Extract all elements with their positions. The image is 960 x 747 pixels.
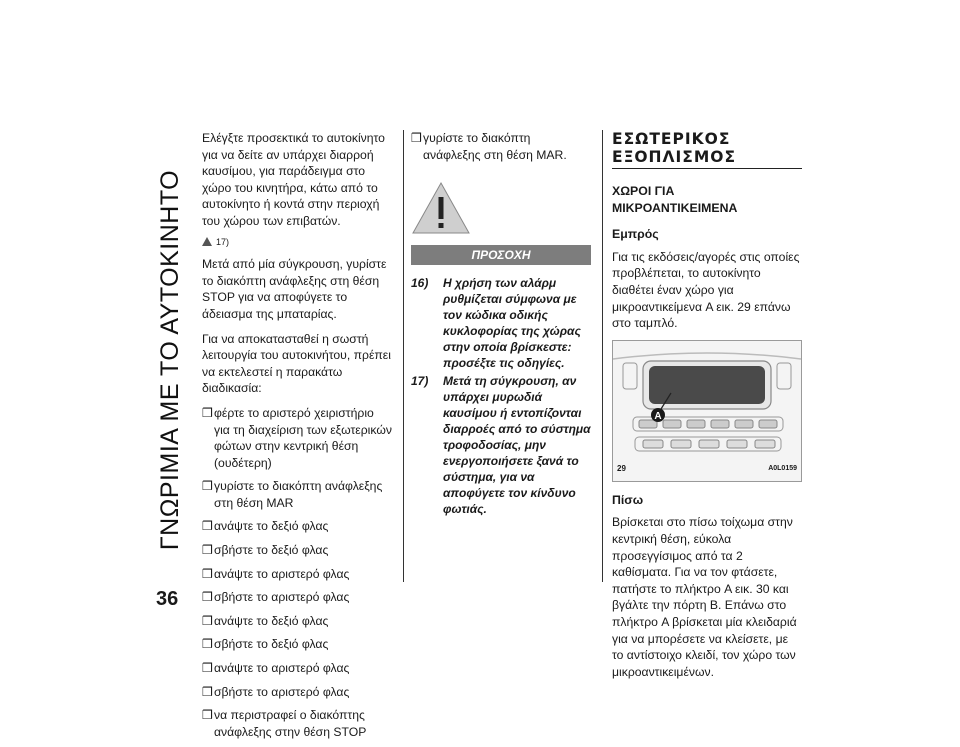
dashboard-illustration: [613, 341, 801, 481]
list-item-text: ανάψτε το δεξιό φλας: [214, 519, 329, 534]
chapter-title: [150, 125, 190, 595]
list-item-text: ανάψτε το αριστερό φλας: [214, 661, 350, 676]
figure-number: 29: [617, 464, 626, 474]
warning-notes: [411, 275, 591, 517]
chapter-title-text: ΓΝΩΡΙΜΙΑ ΜΕ ΤΟ ΑΥΤΟΚΙΝΗΤΟ: [156, 169, 184, 551]
note-number: 17): [411, 374, 429, 389]
warning-triangle-icon: [202, 237, 212, 246]
list-item: [202, 636, 392, 653]
column-right: [612, 130, 802, 688]
list-item-text: σβήστε το δεξιό φλας: [214, 543, 329, 558]
subheading: ΧΩΡΟΙ ΓΙΑ ΜΙΚΡΟΑΝΤΙΚΕΙΜΕΝΑ: [612, 184, 738, 215]
paragraph: Ελέγξτε προσεκτικά το αυτοκίνητο για να δείτε αν υπάρχει διαρροή καυσίμου, για παράδειγμα στο χώρο του κινητήρα, κάτω από το αυτοκίνητο ή κοντά στην περιοχή του χώρου των επιβατών.: [202, 131, 385, 228]
figure-callout-a: A: [654, 410, 662, 422]
warning-note: [411, 275, 591, 371]
checkbox-bullet-icon: ❒: [202, 405, 213, 420]
checkbox-bullet-icon: ❒: [202, 519, 213, 534]
list-item-text: σβήστε το αριστερό φλας: [214, 684, 350, 699]
section-heading-line1: ΕΣΩΤΕΡΙΚΟΣ: [612, 130, 731, 148]
procedure-list: [202, 405, 392, 741]
figure-code: A0L0159: [768, 465, 797, 473]
list-item: [202, 566, 392, 583]
list-item-text: σβήστε το δεξιό φλας: [214, 637, 329, 652]
section-heading-line2: ΕΞΟΠΛΙΣΜΟΣ: [612, 148, 737, 166]
column-divider: [602, 130, 603, 582]
list-item: [202, 660, 392, 677]
list-item: [202, 542, 392, 559]
exclamation-icon: [411, 181, 471, 235]
column-middle: [411, 130, 591, 519]
warning-reference: [202, 234, 392, 251]
checkbox-bullet-icon: ❒: [202, 661, 213, 676]
list-item: [202, 684, 392, 701]
checkbox-bullet-icon: ❒: [202, 566, 213, 581]
checkbox-bullet-icon: ❒: [202, 637, 213, 652]
warning-title-bar: ΠΡΟΣΟΧΗ: [411, 245, 591, 265]
checkbox-bullet-icon: ❒: [202, 590, 213, 605]
list-item: [202, 613, 392, 630]
warning-icon-area: [411, 181, 591, 239]
list-item: [202, 405, 392, 471]
page-number: 36: [156, 588, 179, 610]
list-item-text: σβήστε το αριστερό φλας: [214, 590, 350, 605]
rear-title: Πίσω: [612, 492, 644, 507]
column-left: [202, 130, 392, 747]
list-item: [202, 707, 392, 740]
list-item-text: ανάψτε το δεξιό φλας: [214, 613, 329, 628]
list-item-text: γυρίστε το διακόπτη ανάφλεξης στη θέση MAR.: [423, 131, 567, 162]
list-item-text: να περιστραφεί ο διακόπτης ανάφλεξης στην θέση STOP: [214, 708, 367, 739]
paragraph: Μετά από μία σύγκρουση, γυρίστε το διακόπτη ανάφλεξης στη θέση STOP για να αποφύγετε το άδειασμα της μπαταρίας.: [202, 257, 387, 321]
figure-dashboard: [612, 340, 802, 482]
checkbox-bullet-icon: ❒: [202, 543, 213, 558]
list-item: [202, 589, 392, 606]
note-text: Μετά τη σύγκρουση, αν υπάρχει μυρωδιά καυσίμου ή εντοπίζονται διαρροές από το σύστημα τροφοδοσίας, μην ενεργοποιήσετε ξανά το σύστημα, για να αποφύγετε τον κίνδυνο φωτιάς.: [443, 374, 591, 517]
column-divider: [403, 130, 404, 582]
checkbox-bullet-icon: ❒: [411, 131, 422, 145]
list-item: [202, 518, 392, 535]
list-item: [411, 130, 591, 163]
note-number: 16): [411, 276, 429, 291]
list-item: [202, 478, 392, 511]
paragraph: Βρίσκεται στο πίσω τοίχωμα στην κεντρική θέση, εύκολα προσεγγίσιμος από τα 2 καθίσματα. Για να τον φτάσετε, πατήστε το πλήκτρο A εικ. 30 και βγάλτε την πόρτη B. Επάνω στο πλήκτρο A βρίσκεται μία κλειδαριά για να μπορέσετε να κλείσετε, με το αντίστοιχο κλειδί, τον χώρο των μικροαντικειμένων.: [612, 515, 797, 679]
list-item-text: γυρίστε το διακόπτη ανάφλεξης στη θέση MAR: [214, 479, 383, 510]
warning-ref-number: 17): [216, 236, 230, 247]
note-text: Η χρήση των αλάρμ ρυθμίζεται σύμφωνα με τον κώδικα οδικής κυκλοφορίας της χώρας στην οποία βρίσκεστε: προσέξτε τις οδηγίες.: [443, 276, 581, 371]
heading-underline: [612, 168, 802, 169]
list-item-text: ανάψτε το αριστερό φλας: [214, 566, 350, 581]
list-item-text: φέρτε το αριστερό χειριστήριο για τη διαχείριση των εξωτερικών φώτων στην κεντρική θέση (ουδέτερη): [214, 405, 392, 470]
checkbox-bullet-icon: ❒: [202, 479, 213, 494]
checkbox-bullet-icon: ❒: [202, 684, 213, 699]
checkbox-bullet-icon: ❒: [202, 613, 213, 628]
paragraph: Για να αποκατασταθεί η σωστή λειτουργία του αυτοκινήτου, πρέπει να εκτελεστεί η παρακάτω διαδικασία:: [202, 331, 391, 396]
paragraph: Για τις εκδόσεις/αγορές στις οποίες προβλέπεται, το αυτοκίνητο διαθέτει έναν χώρο για μικροαντικείμενα A εικ. 29 επάνω στο ταμπλό.: [612, 249, 800, 331]
warning-note: [411, 373, 591, 517]
checkbox-bullet-icon: ❒: [202, 708, 213, 723]
front-title: Εμπρός: [612, 227, 659, 242]
